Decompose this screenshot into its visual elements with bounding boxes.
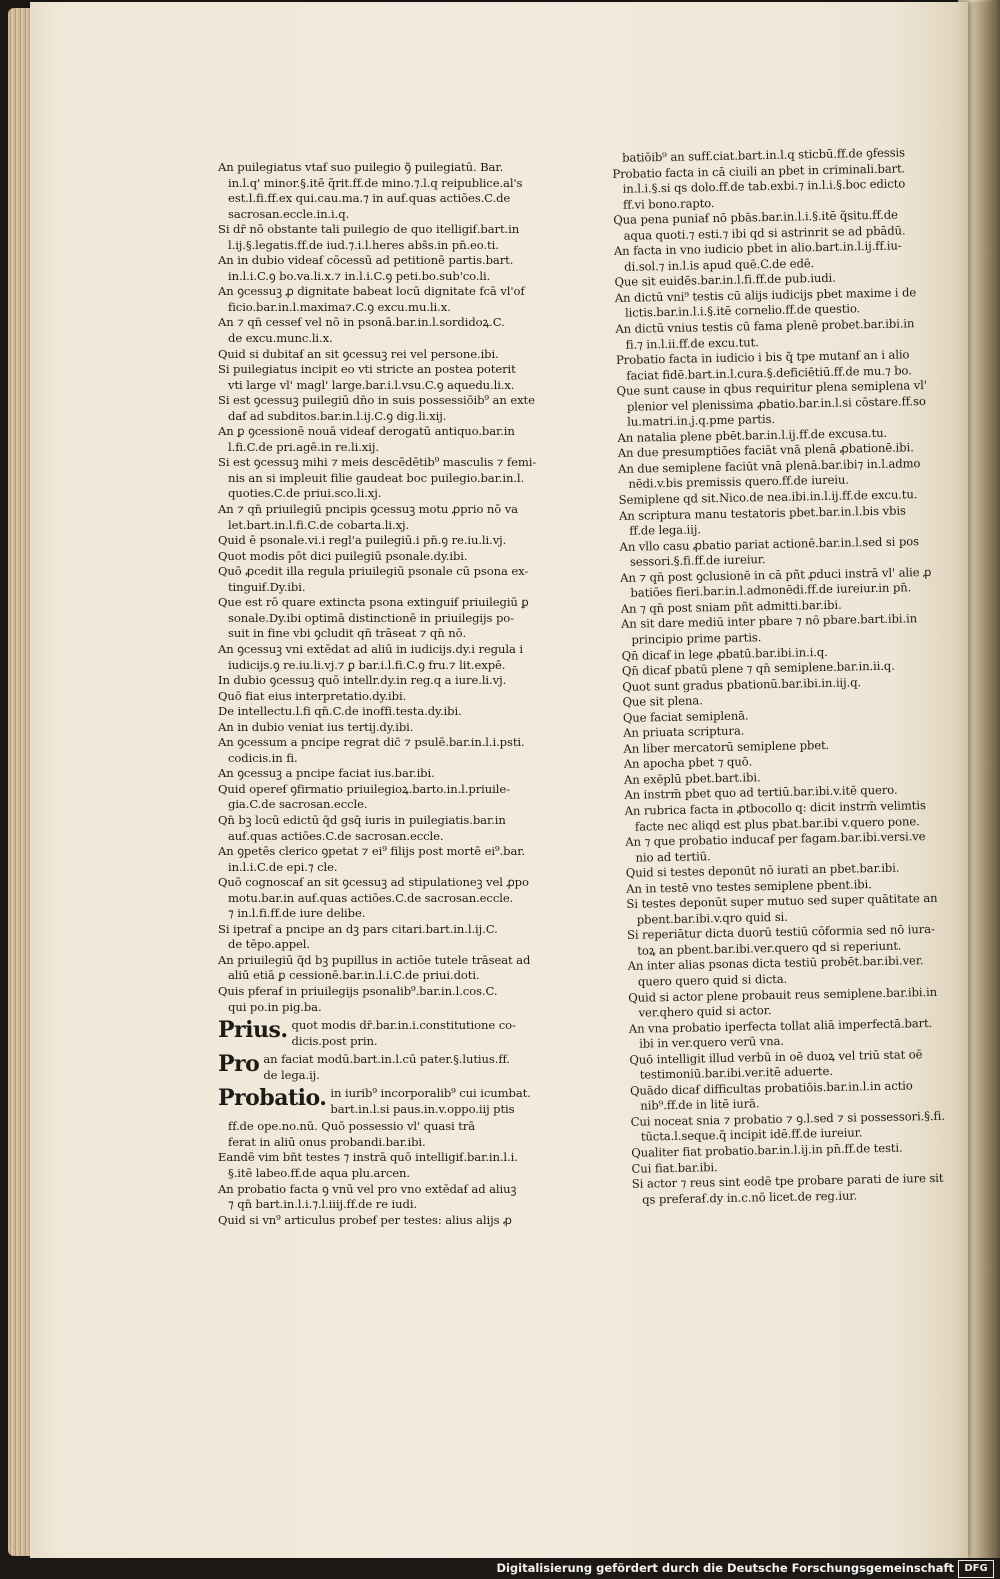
text-line: An due semiplene faciūt vnā plenā.bar.ibi⁊ in.l.admo: [617, 456, 921, 476]
text-line: An apocha pbet ⁊ quō.: [623, 754, 753, 772]
text-line: in.l.q' minor.§.itē q̃rit.ff.de mino.⁊.l.q reipublice.al's: [228, 175, 523, 190]
lemma-entry: [218, 1018, 553, 1049]
text-line: Que est rō quare extincta psona extinguiẜ priuilegiū ꝑ: [218, 595, 529, 610]
text-line: An natalia plene pbēt.bar.in.l.ij.ff.de excusa.tu.: [617, 425, 888, 445]
text-line: lictis.bar.in.l.i.§.itē cornelio.ff.de questio.: [624, 301, 861, 321]
text-line: nib⁹.ff.de in litē iurā.: [640, 1096, 760, 1113]
text-line: qui po.in pig.ba.: [228, 999, 322, 1014]
text-line: An in testē vno testes semiplene pbent.ibi.: [626, 876, 872, 896]
text-line: Quid opereẜ ꝯfirmatio priuilegioꝝ.barto.in.l.priuile-: [218, 781, 510, 796]
text-line: An puilegiatus vtaẜ suo puilegio ꝯ͂ puilegiatū. Bar.: [218, 160, 504, 174]
left-text-column: [218, 160, 553, 1228]
text-line: tinguiẜ.Dy.ibi.: [228, 579, 306, 594]
text-line: In dubio ꝯcessuꝫ quō intellr.dy.in reg.q a iure.li.vj.: [218, 673, 507, 688]
text-line: Qn̄ dicaẜ pbatū plene ⁊ qn̄ semiplene.bar.in.ii.q.: [621, 658, 895, 678]
text-line: quoties.C.de priui.sco.li.xj.: [228, 486, 382, 501]
lemma-text: [330, 1086, 530, 1117]
text-line: fi.⁊ in.l.ii.ff.de excu.tut.: [625, 334, 759, 352]
lemma-text: [263, 1052, 510, 1083]
text-line: de lega.ij.: [263, 1067, 320, 1082]
text-line: Si ipetraẜ a pncipe an dꝫ pars citari.bart.in.l.ij.C.: [218, 921, 498, 936]
text-line: an faciat modū.bart.in.l.cū pater.§.lutius.ff.: [263, 1052, 510, 1067]
text-line: Quō fiat eius interpretatio.dy.ibi.: [218, 688, 407, 703]
text-line: §.itē labeo.ff.de aqua plu.arcen.: [228, 1166, 410, 1180]
text-line: di.sol.⁊ in.l.is apud quē.C.de edē.: [624, 255, 815, 274]
text-line: Qualiter fiat probatio.bar.in.l.ij.in pn̄.ff.de testi.: [631, 1140, 903, 1160]
text-line: An scriptura manu testatoris pbet.bar.in.l.bis vbis: [618, 503, 906, 523]
text-line: De intellectu.l.fi qn̄.C.de inoffi.testa.dy.ibi.: [218, 704, 462, 719]
lemma-heading: Probatio.: [218, 1085, 327, 1112]
text-line: Quid ē psonale.vi.i regl'a puilegiū.i pn̄.ꝯ re.iu.li.vj.: [218, 533, 507, 548]
text-line: Si est ꝯcessuꝫ mihi ⁊ meis descēdētib⁹ masculis ⁊ femi-: [218, 455, 537, 470]
text-line: An dictū vni⁹ testis cū alijs iudicijs pbet maxime i de: [614, 285, 917, 305]
text-line: ff.de lega.iij.: [629, 522, 702, 538]
text-line: An ꝯcessuꝫ ꝓ dignitate babeat locū dignitate fcā vl'of: [218, 284, 525, 299]
text-line: Quō ꝓcedit illa regula priuilegiū psonale cū psona ex-: [218, 564, 529, 579]
text-line: Qua pena puniaẜ nō pbās.bar.in.l.i.§.itē q̃situ.ff.de: [613, 207, 898, 228]
text-line: toꝝ an pbent.bar.ibi.ver.quero qd si reperiunt.: [637, 938, 902, 958]
text-line: gia.C.de sacrosan.eccle.: [228, 797, 368, 812]
text-line: Si reperiātur dicta duorū testiū cōformia sed nō iura-: [626, 922, 935, 943]
text-line: aqua quoti.⁊ esti.⁊ ibi qd si astrinrit se ad pbādū.: [623, 223, 906, 243]
text-line: auẜ.quas actiōes.C.de sacrosan.eccle.: [228, 828, 444, 843]
text-line: An vllo casu ꝓbatio pariat actionē.bar.in.l.sed si pos: [619, 533, 920, 554]
text-line: de tēpo.appel.: [228, 937, 310, 952]
lemma-entry: [218, 1086, 553, 1117]
text-line: aliū etiā ꝑ cessionē.bar.in.l.i.C.de priui.doti.: [228, 968, 480, 983]
text-line: Qn̄ bꝫ locū edictū q̄d gsq̄ iuris in puilegiatis.bar.in: [218, 812, 506, 827]
lemma-entry: [218, 1052, 553, 1083]
text-line: quot modis dr̄.bar.in.i.constitutione co-: [291, 1018, 516, 1033]
text-line: pbent.bar.ibi.v.qro quid si.: [636, 909, 788, 927]
text-line: motu.bar.in auẜ.quas actiōes.C.de sacrosan.eccle.: [228, 890, 514, 905]
text-line: An exēplū pbet.bart.ibi.: [623, 770, 761, 787]
text-line: Que sunt cause in qbus requiritur plena semiplena vl': [616, 378, 927, 399]
text-line: An ⁊ qn̄ post ꝯclusionē in cā pñt ꝓduci instrā vl' alie ꝓ: [620, 564, 932, 585]
text-line: l.fi.C.de pri.agē.in re.li.xij.: [228, 439, 379, 454]
text-line: l.ij.§.legatis.ff.de iud.⁊.i.l.heres abs̄s.in pn̄.eo.ti.: [228, 237, 499, 252]
text-line: plenior vel plenissima ꝓbatio.bar.in.l.si cōstare.ff.so: [626, 393, 926, 414]
text-line: Si actor ⁊ reus sint eodē tpe probare parati de iure sit: [631, 1170, 944, 1191]
text-line: An ⁊ qn̄ cesseẜ vel nō in psonā.bar.in.l.sordidoꝝ.C.: [218, 315, 505, 330]
lemma-heading: Pro: [218, 1051, 260, 1078]
text-line: An priuata scriptura.: [623, 723, 745, 741]
text-line: Qn̄ dicaẜ in lege ꝓbatū.bar.ibi.in.i.q.: [621, 644, 828, 663]
text-line: Cui noceat snia ⁊ probatio ⁊ ꝯ.l.sed ⁊ si possessori.§.fi.: [630, 1108, 945, 1129]
text-line: An ꝯcessuꝫ a pncipe faciat ius.bar.ibi.: [218, 766, 435, 781]
text-line: Probatio facta in cā ciuili an pbet in criminali.bart.: [612, 160, 906, 181]
text-line: ficio.bar.in.l.maxima⁊.C.ꝯ excu.mu.li.x.: [228, 299, 451, 314]
lemma-text: [292, 1018, 516, 1049]
text-line: lu.matri.in.j.q.pme partis.: [627, 412, 776, 430]
text-line: ⁊ in.l.fi.ff.de iure delibe.: [228, 906, 366, 921]
text-line: An facta in vno iudicio pbet in alio.bart.in.l.ij.ff.iu-: [613, 238, 902, 259]
text-line: An vna probatio iperfecta tollat aliā imperfectā.bart.: [628, 1015, 933, 1036]
text-line: ff.vi bono.rapto.: [622, 195, 715, 212]
text-line: Probatio facta in iudicio i bis q̃ tpe mutanẜ an i alio: [615, 347, 910, 368]
text-line: Si est ꝯcessuꝫ puilegiū dn̄o in suis possessiōib⁹ an exte: [218, 393, 535, 408]
text-line: suit in fine vbi ꝯcludit qn̄ trāseat ⁊ qn̄ nō.: [228, 626, 467, 641]
text-line: dicis.post prin.: [291, 1033, 378, 1048]
text-line: faciat fidē.bart.in.l.cura.§.deficiētiū.ff.de mu.⁊ bo.: [626, 362, 912, 383]
text-line: An priuilegiū q̄d bꝫ pupillus in actiōe tutele trāseat ad: [218, 952, 531, 967]
text-line: tūcta.l.seque.q̃ incipit idē.ff.de iureiur.: [640, 1125, 863, 1145]
text-line: sessori.§.fi.ff.de iureiur.: [629, 552, 766, 569]
spine-shadow: [955, 2, 995, 1560]
dfg-logo: DFG: [958, 1560, 994, 1578]
text-line: An in dubio videaẜ cōcessū ad petitionē partis.bart.: [218, 253, 514, 268]
text-line: ibi in ver.quero verū vna.: [639, 1034, 785, 1051]
text-line: Que faciat semiplenā.: [622, 708, 749, 725]
text-line: facte nec aliqd est plus pbat.bar.ibi v.quero pone.: [634, 813, 920, 834]
text-line: Quid si testes deponūt nō iurati an pbet.bar.ibi.: [625, 860, 900, 881]
text-line: Quid si actor plene probauit reus semiplene.bar.ibi.in: [628, 984, 938, 1005]
text-line: Que sit euidēs.bar.in.l.fi.ff.de pub.iudi.: [614, 271, 836, 290]
text-line: nēdi.v.bis premissis quero.ff.de iureiu.: [628, 472, 850, 492]
text-line: An inter alias psonas dicta testiū probēt.bar.ibi.ver.: [627, 953, 924, 974]
text-line: Quid si dubitaẜ an sit ꝯcessuꝫ rei vel persone.ibi.: [218, 346, 499, 361]
text-line: batiōib⁹ an suff.ciat.bart.in.l.q sticbū.ff.de ꝯfessis: [621, 145, 906, 165]
text-line: ferat in aliū onus probandi.bar.ibi.: [228, 1134, 426, 1149]
text-line: let.bart.in.l.fi.C.de cobarta.li.xj.: [228, 517, 410, 532]
text-line: ff.de ope.no.nū. Quō possessio vl' quasi trā: [228, 1119, 476, 1134]
text-line: Quid si vn⁹ articulus probeẜ per testes: alius alijs ꝓ: [218, 1212, 512, 1227]
text-line: sacrosan.eccle.in.i.q.: [228, 206, 350, 221]
text-line: An sit dare mediū inter pbare ⁊ nō pbare.bart.ibi.in: [620, 611, 918, 632]
lemma-heading: Prius.: [218, 1017, 288, 1044]
text-line: Quis pferaẜ in priuilegijs psonalib⁹.bar.in.l.cos.C.: [218, 983, 498, 998]
text-line: An dictū vnius testis cū fama plenē probet.bar.ibi.in: [615, 316, 915, 336]
text-line: in.l.i.C.de epi.⁊ cle.: [228, 859, 338, 874]
text-line: daẜ ad subditos.bar.in.l.ij.C.ꝯ dig.li.xij.: [228, 408, 447, 423]
text-line: in.l.i.C.ꝯ bo.va.li.x.⁊ in.l.i.C.ꝯ peti.bo.sub'co.li.: [228, 268, 491, 283]
text-line: Quō cognoscaẜ an sit ꝯcessuꝫ ad stipulationeꝫ vel ꝓpo: [218, 875, 529, 890]
text-line: in iurib⁹ incorporalib⁹ cui icumbat.: [330, 1086, 531, 1101]
text-line: est.l.fi.ff.ex qui.cau.ma.⁊ in auẜ.quas actiões.C.de: [228, 191, 511, 206]
text-line: Si testes deponūt super mutuo sed super quātitate an: [626, 891, 938, 912]
text-line: vti large vl' magl' large.bar.i.l.vsu.C.ꝯ aquedu.li.x.: [228, 377, 515, 392]
text-line: Quot sunt gradus pbationū.bar.ibi.in.iij.q.: [622, 674, 862, 694]
text-line: testimoniū.bar.ibi.ver.itē aduerte.: [639, 1064, 833, 1082]
text-line: codicis.in fi.: [228, 750, 298, 765]
text-line: An due presumptiōes faciāt vnā plenā ꝓbationē.ibi.: [617, 440, 914, 461]
text-line: An ⁊ qn̄ post sniam pñt admitti.bar.ibi.: [620, 597, 842, 616]
text-line: Si puilegiatus incipit eo vti stricte an postea poterit: [218, 362, 516, 377]
text-line: sonale.Dy.ibi optimā distinctionē in priuilegijs po-: [228, 610, 514, 625]
right-text-column: [612, 145, 950, 1208]
text-line: Que sit plena.: [622, 693, 703, 710]
text-line: An ꝯpetēs clerico ꝯpetat ⁊ ei⁹ filijs post mortē ei⁹.bar.: [218, 844, 526, 859]
text-line: Quot modis pōt dici puilegiū psonale.dy.ibi.: [218, 548, 468, 563]
text-line: An ꝯcessuꝫ vni extēdat ad aliū in iudicijs.dy.i regula i: [218, 641, 523, 656]
text-line: Si dr̄ nō obstante tali puilegio de quo itelligiẜ.bart.in: [218, 222, 520, 237]
text-line: Cui fiat.bar.ibi.: [631, 1159, 718, 1176]
text-line: Eandē vim bn̄t testes ⁊ instrā quō intelligiẜ.bar.in.l.i.: [218, 1150, 518, 1165]
text-line: An liber mercatorū semiplene pbet.: [623, 737, 830, 756]
text-line: An ⁊ qn̄ priuilegiū pncipis ꝯcessuꝫ motu ꝓprio nō va: [218, 502, 518, 517]
text-line: An in dubio veniat ius tertij.dy.ibi.: [218, 719, 414, 734]
footer-credit: Digitalisierung gefördert durch die Deutsche Forschungsgemeinschaft: [496, 1561, 954, 1575]
text-line: ver.qhero quid si actor.: [638, 1003, 772, 1020]
text-line: nio ad tertiū.: [635, 848, 711, 865]
text-line: principio prime partis.: [631, 630, 762, 647]
text-line: qs preferaẜ.dy in.c.nō licet.de reg.iur.: [641, 1188, 858, 1207]
text-line: quero quero quid si dicta.: [637, 971, 788, 989]
text-line: An instrm̄ pbet quo ad tertiū.bar.ibi.v.itē quero.: [624, 783, 898, 803]
text-line: nis an si impleuit filie gaudeat boc puilegio.bar.in.l.: [228, 470, 525, 485]
text-line: An probatio facta ꝯ vnū vel pro vno extēdaẜ ad aliuꝫ: [218, 1181, 517, 1196]
text-line: in.l.i.§.si qs dolo.ff.de tab.exbi.⁊ in.l.i.§.boc edicto: [622, 176, 906, 196]
text-line: batiōes fieri.bar.in.l.admonēdi.ff.de iureiur.in pn̄.: [630, 580, 912, 601]
text-line: ⁊ qn̄ bart.in.l.i.⁊.l.iiij.ff.de re iudi.: [228, 1197, 418, 1212]
text-line: An rubrica facta in ꝓtbocollo q: dicit instrm̄ velimtis: [624, 798, 926, 818]
text-line: Quō intelligit illud verbū in oē duoꝝ vel triū stat oē: [629, 1046, 923, 1067]
text-line: An ꝯcessum a pncipe regrat dic̄ ⁊ psulē.bar.in.l.i.psti.: [218, 735, 525, 750]
text-line: Semiplene qd sit.Nico.de nea.ibi.in.l.ij.ff.de excu.tu.: [618, 487, 918, 507]
text-line: de excu.munc.li.x.: [228, 331, 333, 346]
text-line: An ⁊ que probatio inducaẜ per fagam.bar.ibi.versi.ve: [625, 829, 926, 849]
text-line: Quādo dicaẜ difficultas probatiōis.bar.in.l.in actio: [629, 1078, 913, 1098]
text-line: bart.in.l.si paus.in.v.oppo.iij ptis: [330, 1101, 515, 1116]
text-line: iudicijs.ꝯ re.iu.li.vj.⁊ ꝑ bar.i.l.fi.C.ꝯ fru.⁊ lit.expē.: [228, 657, 506, 672]
text-line: An ꝑ ꝯcessionē nouā videaẜ derogatū antiquo.bar.in: [218, 424, 515, 439]
